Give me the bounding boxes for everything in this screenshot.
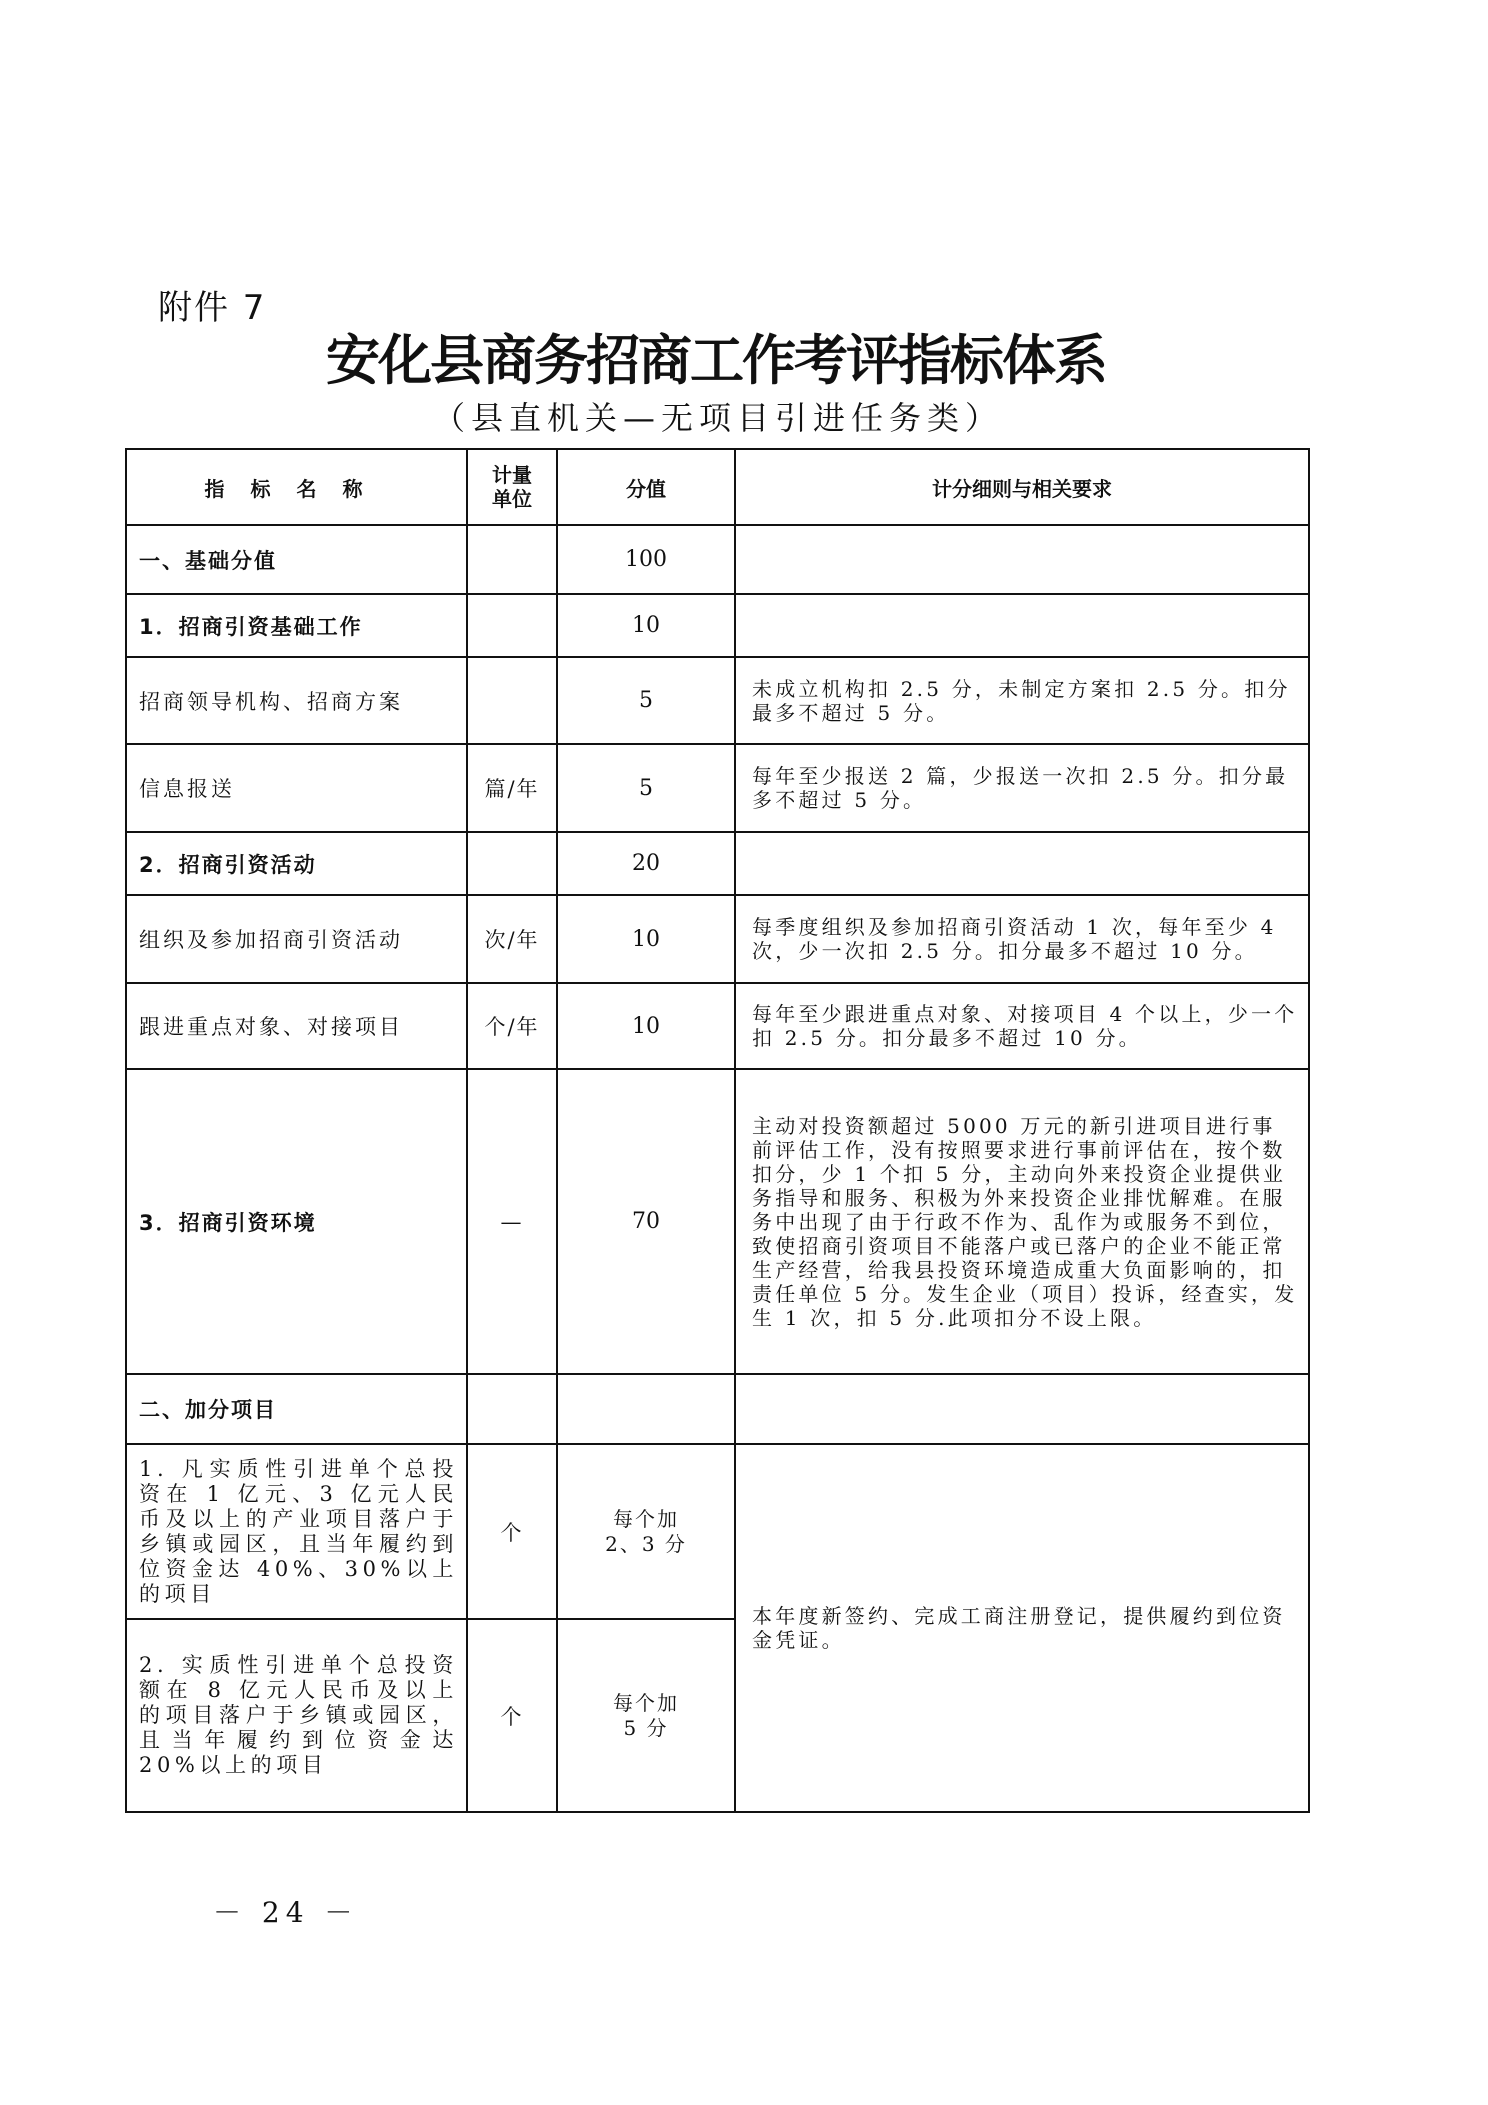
row-name: 1．招商引资基础工作: [126, 594, 467, 657]
row-score: 10: [557, 895, 735, 983]
row-requirements: 每季度组织及参加招商引资活动 1 次，每年至少 4 次，少一次扣 2.5 分。扣分最多不超过 10 分。: [735, 895, 1309, 983]
row-unit: [467, 1374, 557, 1444]
row-name: 组织及参加招商引资活动: [126, 895, 467, 983]
row-unit: [467, 832, 557, 895]
table-row: [126, 983, 1309, 1069]
row-name: 2．招商引资活动: [126, 832, 467, 895]
bonus-row: [126, 1444, 1309, 1619]
document-title: 安化县商务招商工作考评指标体系: [326, 328, 1106, 392]
row-requirements: 未成立机构扣 2.5 分，未制定方案扣 2.5 分。扣分最多不超过 5 分。: [735, 657, 1309, 744]
row-name: 信息报送: [126, 744, 467, 832]
row-unit: 次/年: [467, 895, 557, 983]
evaluation-table: [125, 448, 1310, 1813]
bonus-row-name: 2. 实质性引进单个总投资额在 8 亿元人民币及以上的项目落户于乡镇或园区，且当年履约到位资金达 20%以上的项目: [126, 1619, 467, 1812]
row-requirements: [735, 1374, 1309, 1444]
row-score: 5: [557, 744, 735, 832]
row-name: 一、基础分值: [126, 525, 467, 594]
row-unit: [467, 657, 557, 744]
row-name: 二、加分项目: [126, 1374, 467, 1444]
row-name: 招商领导机构、招商方案: [126, 657, 467, 744]
table-row: [126, 744, 1309, 832]
row-unit: [467, 525, 557, 594]
header-requirements: 计分细则与相关要求: [735, 449, 1309, 525]
document-subtitle: （县直机关—无项目引进任务类）: [432, 399, 1003, 437]
row-name: 3．招商引资环境: [126, 1069, 467, 1374]
row-requirements: 主动对投资额超过 5000 万元的新引进项目进行事前评估工作，没有按照要求进行事前评估在，按个数扣分，少 1 个扣 5 分，主动向外来投资企业提供业务指导和服务、积极为外来投资企业排忧解难。在服务中出现了由于行政不作为、乱作为或服务不到位，致使招商引资项目不能落户或已落户的企业不能正常生产经营，给我县投资环境造成重大负面影响的，扣责任单位 5 分。发生企业（项目）投诉，经查实，发生 1 次，扣 5 分.此项扣分不设上限。: [735, 1069, 1309, 1374]
row-unit: [467, 594, 557, 657]
table-row: [126, 1069, 1309, 1374]
table-row: [126, 657, 1309, 744]
header-score: 分值: [557, 449, 735, 525]
bonus-row-unit: 个: [467, 1444, 557, 1619]
row-requirements: [735, 525, 1309, 594]
row-unit: —: [467, 1069, 557, 1374]
row-score: 10: [557, 983, 735, 1069]
table-row: [126, 895, 1309, 983]
row-name: 跟进重点对象、对接项目: [126, 983, 467, 1069]
row-requirements: 每年至少报送 2 篇，少报送一次扣 2.5 分。扣分最多不超过 5 分。: [735, 744, 1309, 832]
row-score: 20: [557, 832, 735, 895]
row-score: [557, 1374, 735, 1444]
row-unit: 篇/年: [467, 744, 557, 832]
bonus-row-unit: 个: [467, 1619, 557, 1812]
row-requirements: 每年至少跟进重点对象、对接项目 4 个以上，少一个扣 2.5 分。扣分最多不超过 10 分。: [735, 983, 1309, 1069]
header-indicator-name: 指标名称: [126, 449, 467, 525]
table-row: [126, 594, 1309, 657]
table-row: [126, 525, 1309, 594]
table-row: [126, 832, 1309, 895]
row-requirements: [735, 832, 1309, 895]
bonus-row-score: 每个加 5 分: [557, 1619, 735, 1812]
row-score: 100: [557, 525, 735, 594]
table-header-row: [126, 449, 1309, 525]
row-requirements: [735, 594, 1309, 657]
row-score: 5: [557, 657, 735, 744]
bonus-row-score: 每个加 2、3 分: [557, 1444, 735, 1619]
row-score: 70: [557, 1069, 735, 1374]
bonus-requirements: 本年度新签约、完成工商注册登记，提供履约到位资金凭证。: [735, 1444, 1309, 1812]
header-unit: 计量 单位: [467, 449, 557, 525]
table-row: [126, 1374, 1309, 1444]
page-number: － 24 －: [213, 1896, 359, 1929]
bonus-row-name: 1. 凡实质性引进单个总投资在 1 亿元、3 亿元人民币及以上的产业项目落户于乡镇或园区，且当年履约到位资金达 40%、30%以上的项目: [126, 1444, 467, 1619]
row-unit: 个/年: [467, 983, 557, 1069]
row-score: 10: [557, 594, 735, 657]
attachment-label: 附件 7: [158, 288, 267, 328]
